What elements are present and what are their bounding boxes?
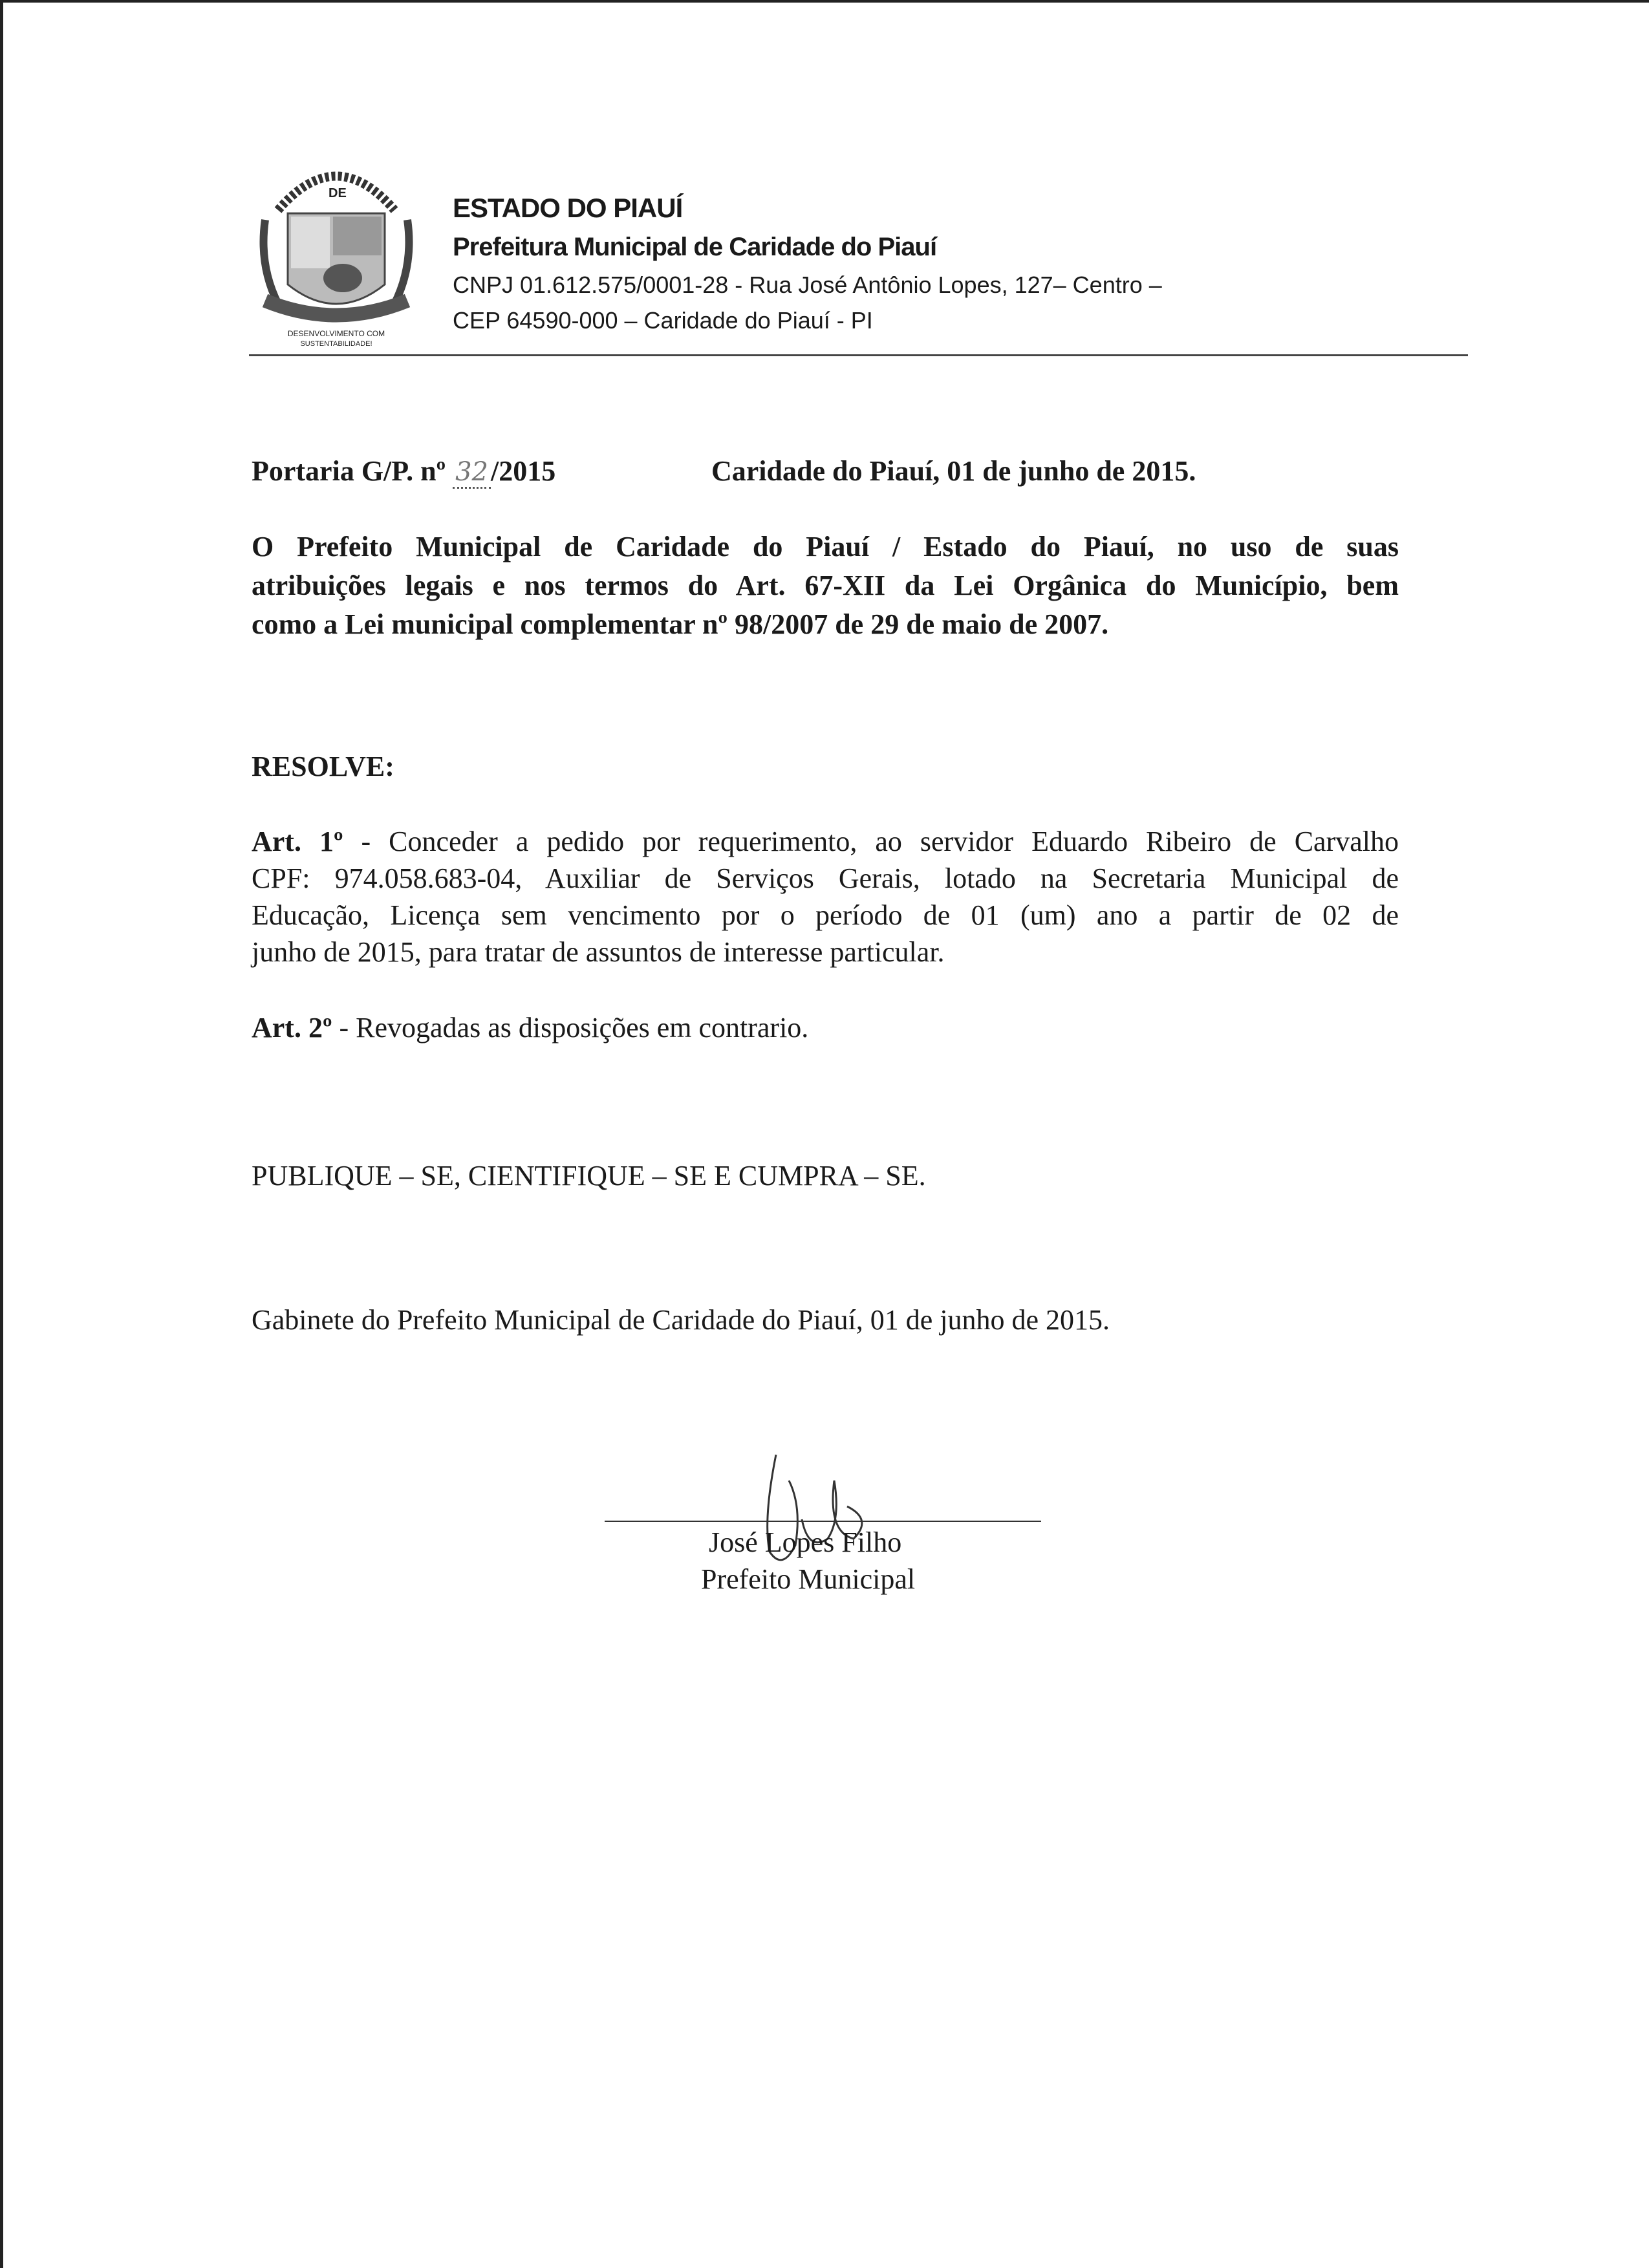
municipality-name: Prefeitura Municipal de Caridade do Piauí	[453, 233, 937, 261]
art2-label: Art. 2º	[252, 1012, 332, 1043]
art2	[252, 1009, 808, 1047]
art2-text: - Revogadas as disposições em contrario.	[339, 1012, 809, 1043]
scan-edge-top	[0, 0, 1649, 3]
art1-line: Educação, Licença sem vencimento por o período de 01 (um) ano a partir de 02 de	[252, 899, 1399, 931]
art1-line: junho de 2015, para tratar de assuntos de interesse particular.	[252, 936, 945, 968]
svg-text:SUSTENTABILIDADE!: SUSTENTABILIDADE!	[300, 340, 372, 348]
svg-text:DE: DE	[329, 186, 347, 200]
portaria-label: Portaria G/P. nº	[252, 455, 446, 487]
resolve-heading: RESOLVE:	[252, 751, 394, 782]
signer-name: José Lopes Filho	[709, 1526, 902, 1558]
address-line-2: CEP 64590-000 – Caridade do Piauí - PI	[453, 307, 873, 334]
signer-title: Prefeito Municipal	[701, 1563, 916, 1595]
portaria-number	[252, 453, 555, 491]
art1-text: - Conceder a pedido por requerimento, ao servidor Eduardo Ribeiro de Carvalho	[361, 826, 1399, 857]
art1-line	[252, 823, 1399, 861]
place-date: Caridade do Piauí, 01 de junho de 2015.	[711, 455, 1196, 487]
scan-edge-left	[0, 0, 3, 2268]
header-divider	[249, 354, 1468, 356]
address-line-1: CNPJ 01.612.575/0001-28 - Rua José Antônio Lopes, 127– Centro –	[453, 272, 1162, 298]
preamble-line: O Prefeito Municipal de Caridade do Piauí / Estado do Piauí, no uso de suas	[252, 531, 1399, 562]
handwritten-number: 32	[453, 457, 491, 489]
gabinete-date: Gabinete do Prefeito Municipal de Caridade do Piauí, 01 de junho de 2015.	[252, 1304, 1110, 1336]
state-name: ESTADO DO PIAUÍ	[453, 193, 683, 223]
portaria-year: /2015	[491, 455, 556, 487]
art1-label: Art. 1º	[252, 826, 343, 857]
municipal-coat-of-arms-logo	[252, 149, 420, 349]
art1-line: CPF: 974.058.683-04, Auxiliar de Serviços Gerais, lotado na Secretaria Municipal de	[252, 862, 1399, 894]
preamble-line: como a Lei municipal complementar nº 98/2007 de 29 de maio de 2007.	[252, 608, 1109, 640]
svg-text:DESENVOLVIMENTO COM: DESENVOLVIMENTO COM	[287, 329, 385, 338]
publique-statement: PUBLIQUE – SE, CIENTIFIQUE – SE E CUMPRA – SE.	[252, 1160, 926, 1192]
signature-line	[605, 1521, 1041, 1522]
preamble-line: atribuições legais e nos termos do Art. 67-XII da Lei Orgânica do Município, bem	[252, 570, 1399, 601]
